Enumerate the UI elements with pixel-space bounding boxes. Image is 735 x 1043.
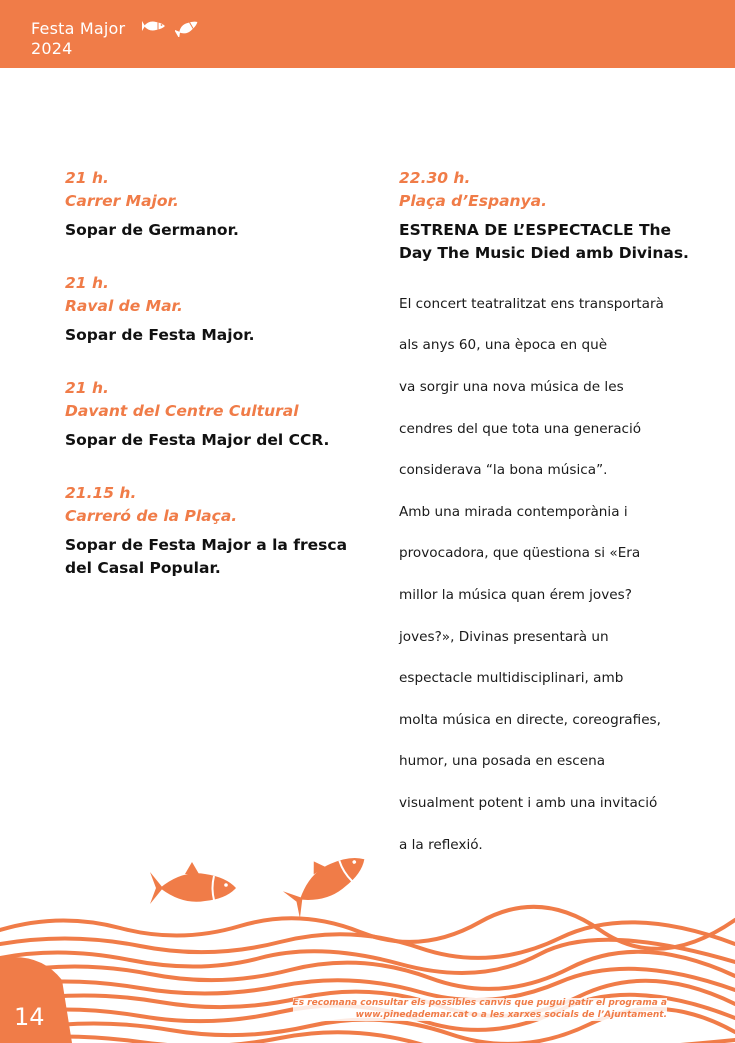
event-item: [65, 272, 365, 347]
fish-icon: [278, 840, 373, 918]
header-band: [0, 0, 735, 68]
description-line: molta música en directe, coreografies,: [399, 711, 661, 728]
page-number: 14: [14, 1003, 45, 1031]
event-time: 21 h.: [65, 274, 109, 292]
event-place: Davant del Centre Cultural: [65, 402, 299, 420]
event-title-line: del Casal Popular.: [65, 559, 221, 577]
event-time: 21 h.: [65, 169, 109, 187]
footer-note-line: Es recomana consultar els possibles canvis que pugui patir el programa a: [292, 998, 667, 1008]
event-title: [65, 219, 365, 242]
event-item: [399, 167, 689, 876]
event-title: [65, 534, 365, 580]
footer-note: [293, 998, 667, 1021]
header-title-line1: Festa Major: [31, 19, 126, 38]
event-title-line: Sopar de Festa Major a la fresca: [65, 536, 348, 554]
event-time: 21.15 h.: [65, 484, 137, 502]
fish-icon: [142, 19, 166, 33]
description-line: visualment potent i amb una invitació: [399, 794, 658, 811]
event-title-line: Sopar de Germanor.: [65, 221, 239, 239]
description-line: Amb una mirada contemporània i: [399, 503, 628, 520]
description-line: El concert teatralitzat ens transportarà: [399, 295, 664, 312]
event-place: Plaça d’Espanya.: [399, 192, 548, 210]
header-title-line2: 2024: [31, 39, 73, 58]
description-line: va sorgir una nova música de les: [399, 378, 624, 395]
event-place: Carreró de la Plaça.: [65, 507, 238, 525]
description-line: espectacle multidisciplinari, amb: [399, 670, 624, 687]
event-title: [399, 219, 689, 265]
event-place: Raval de Mar.: [65, 297, 183, 315]
description-line: provocadora, que qüestiona si «Era: [399, 545, 641, 562]
event-title-line: Day The Music Died amb Divinas.: [399, 244, 689, 262]
description-line: a la reflexió.: [399, 836, 483, 853]
event-title: [65, 429, 365, 452]
description-line: joves?», Divinas presentarà un: [399, 628, 609, 645]
event-time: 21 h.: [65, 379, 109, 397]
event-description: [399, 273, 689, 876]
event-time: 22.30 h.: [399, 169, 471, 187]
event-item: [65, 377, 365, 452]
fish-icon: [175, 19, 199, 37]
event-title: [65, 324, 365, 347]
left-column: [65, 167, 365, 610]
event-title-line: Sopar de Festa Major del CCR.: [65, 431, 330, 449]
description-line: als anys 60, una època en què: [399, 337, 608, 354]
event-title-line: ESTRENA DE L’ESPECTACLE The: [399, 221, 672, 239]
event-title-line: Sopar de Festa Major.: [65, 326, 255, 344]
footer-note-line: www.pinedademar.cat o a les xarxes socials de l’Ajuntament.: [355, 1009, 667, 1020]
description-line: cendres del que tota una generació: [399, 420, 642, 437]
event-item: [65, 482, 365, 580]
right-column: [399, 167, 689, 906]
description-line: millor la música quan érem joves?: [399, 586, 632, 603]
description-line: humor, una posada en escena: [399, 753, 606, 770]
header-title: [31, 19, 125, 59]
fish-icon: [150, 862, 236, 904]
event-place: Carrer Major.: [65, 192, 179, 210]
description-line: considerava “la bona música”.: [399, 462, 608, 479]
event-item: [65, 167, 365, 242]
